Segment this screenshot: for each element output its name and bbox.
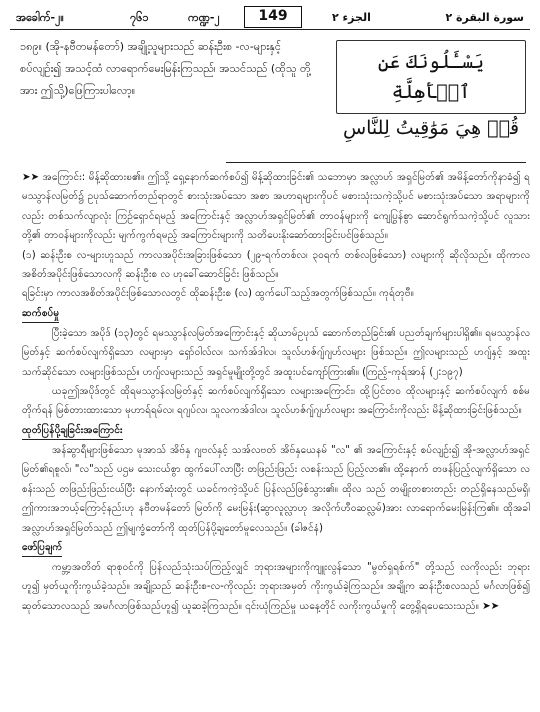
commentary-paragraph (22, 558, 530, 616)
section-number: ကဏ္ဍ-၂ (188, 11, 220, 24)
verse-translation: ၁၈၉။ (အို-နဗီတမန်တော်) အချို့သူများသည် ဆန်းဦးစ -လ-များနှင့် စပ်လျဉ်း၍ အသင့်ထံ လာရောက်မေးမြန်းကြသည်၊ အသင်သည် (ထိုသူ တို့အား ဤသို့)ဖြေကြားပါလော့။ (20, 40, 311, 97)
double-arrow-icon: ➤➤ (482, 600, 500, 612)
surah-label: سورة البقرة ٢ (445, 11, 524, 24)
page-number-box: 149 (244, 6, 302, 28)
divider-rule (226, 162, 526, 163)
commentary-paragraph: ပြီးခဲ့သော အပိုဒ် (၁၃)တွင် ရမဿွာန်လမြတ်အကြောင်းနှင့် ဆိုယာမ်ဥပုသ် ဆောက်တည်ခြင်း၏ ပညတ်ချက်များပါရှိ၏။ ရမဿွာန်လမြတ်နှင့် ဆက်စပ်လျက်ရှိသော လများမှာ ရှော်ဝါလ်လ၊ သက်အ်ဒါလ၊ သူလ်ဟဇ်ဂျ်ဂျဟ်လများ ဖြစ်သည်။ ဤလများသည် ဟဂျ်နှင့် အထူးသက်ဆိုင်သော လများဖြစ်သည်။ ဟဂျ်လများသည် အရှင်မူမျိုးတို့တွင် အထူးပင်ကျော်ကြား၏။ (ကြည့်-ကုရ်အာန် (၂:၁၉၇) (22, 327, 530, 378)
arabic-verse-box (336, 40, 526, 139)
page-header (10, 8, 530, 30)
commentary-paragraph (22, 168, 530, 246)
double-arrow-icon: ➤➤ (22, 172, 40, 183)
paragraph-text: ကမ္ဘာ့အတိတ် ရာစုဝင်ကို ပြန်လည်သုံးသပ်ကြည့်လျှင် ဘုရားအများကိုကျူးလွန်သော "မွတ်ရှရစ်က်" တို့သည် လကိုလည်း ဘုရားဟူ၍ မှတ်ယူကိုးကွယ်ခဲ့သည်။ အချို့သည် ဆန်းဦးစ-လ-ကိုလည်း ဘုရားအမှတ် ကိုးကွယ်ခဲ့ကြသည်။ အချို့က ဆန်းဦးစလသည် မင်္ဂလာဖြစ်၍ ဆုတ်သောလသည် အမင်္ဂလာဖြစ်သည်ဟူ၍ ယူဆခဲ့ကြသည်။ ၎င်းယုံကြည်မှု ယနေ့တိုင် လကိုးကွယ်မှုကို တွေ့ရှိရပေသေးသည်။ (22, 561, 530, 612)
arabic-verse-line-1: يَسْـَٔلُونَكَ عَنِ ٱلۡأَهِلَّةِ (377, 51, 485, 103)
page-number-burmese: ၇၆၁ (130, 11, 149, 24)
section-heading-revelation: ထုတ်ပြန်ပို့ချခြင်းအကြောင်း (22, 422, 123, 440)
commentary-body (22, 168, 530, 616)
commentary-paragraph: အန်ဆွာရီများဖြစ်သော မုအာသ် အိဗ်နှ ဂျဗလ်နှင့် သအ်လဗတ် အိဗ်နှယေနမ် "လ" ၏ အကြောင်းနှင့် စပ်လျဉ်း၍ အို-အလ္လာဟ်အရှင်မြတ်၏ရစူလ်၊ "လ"သည် ပဌမ သေးငယ်စွာ ထွက်ပေါ်လာပြီး တဖြည်းဖြည်း လစန်းသည် ပြည့်လာ၏။ ထို့နောက် တဖန်ပြည့်လျက်ရှိသော လစန်းသည် တဖြည်းဖြည်းငယ်ပြီး နောက်ဆုံးတွင် ယခင်ကကဲ့သို့ပင် ပြန်လည်ဖြစ်သွား၏။ ထိုလ သည် တမျိုးတစားတည်း တည်ရှိနေသည်မရှိ၊ ဤကားအဘယ့်ကြောင့်နည်းဟု နဗီတမန်တော် မြတ်ကို မေးမြန်း(ဆွာလူလ္လာဟု အလိုက်ဟီဝဆလ္လမ်)အား လာရောက်မေးမြန်းကြ၏။ ထိုအခါ အလ္လာဟ်အရှင်မြတ်သည် ဤမျက္ခံတော်ကို ထုတ်ပြန်ပို့ချတော်မူလေသည်။ (ခါဇင်နံ) (22, 444, 530, 534)
footnote: (၁) ဆန်းဦးစ လ-များဟူသည် ကာလအပိုင်းအခြားဖြစ်သော (၂၉-ရက်တစ်လ၊ ၃၀ရက် တစ်လဖြစ်သော) လများကို ဆိုလိုသည်။ ထိုကာလအစိတ်အပိုင်းဖြစ်သောလကို ဆန်းဦးစ လ ဟုခေါ်ဆောင်ခြင်း ဖြစ်သည်။ (22, 249, 530, 281)
commentary-paragraph: ယခုဤအပိုဒ်တွင် ထိုရမဿွာန်လမြတ်နှင့် ဆက်စပ်လျက်ရှိသော လများအကြောင်း၊ ထို့ပြင်တဝ ထိုလများနှင့် ဆက်စပ်လျက် စစ်မတိုက်ရန် မြစ်တားထားသော မုဟာရ်ရမ်လ၊ ရဂျပ်လ၊ သူလကအ်ဒါလ၊ သူလ်ဟဇ်ဂျ်ဂျဟ်လများ အကြောင်းကိုလည်း မိန့်ဆိုထားခြင်းဖြစ်သည်။ (22, 386, 530, 417)
footnote-continued: ရခြင်းမှာ ကာလအစိတ်အပိုင်းဖြစ်သောလတွင် ထိုဆန်းဦးစ (လ) ထွက်ပေါ်သည့်အတွက်ဖြစ်သည်။ ကုရ်တုဗီ။ (22, 288, 414, 300)
arabic-verse-line-2: قُلۡ هِيَ مَوَٰقِيتُ لِلنَّاسِ (342, 117, 520, 139)
paragraph-text: အကြောင်း: မိန့်ဆိုထားၿ၏။ ဤသို့ ရှေ့နောက်ဆက်စပ်၍ မိန့်ဆိုထားခြင်း၏ သဘောမှာ အလ္လာဟ် အရှင်မြတ်၏ အမိန့်တော်ကိုနာခံ၍ ရမဿွာန်လမြတ်၌ ဥပုသ်ဆောက်တည်ရာတွင် စားသုံးအပ်သော အစာ အဟာရများကိုပင် မစားသုံးသကဲ့သို့ပင် မစားသုံးအပ်သော အရာများကိုလည်း တစ်သက်လျာလုံး ကြဉ်ရှောင်ရမည့် အကြောင်းနှင့် အလ္လာဟ်အရှင်မြတ်၏ တာဝန်များကို ကျေပြွန်စွာ ဆောင်ရွက်သကဲ့သို့ပင် လူသားတို့၏ တာဝန်များကိုလည်း မျက်ကွက်ရမည့် အကြောင်းများကို သတိပေးနိုးဆော်ထားခြင်းပင်ဖြစ်သည်။ (22, 172, 530, 242)
part-number: အခေါက်-၂။ (16, 11, 64, 24)
section-heading-explanation: ဖော်ပြချက် (22, 539, 62, 557)
juz-label: الجزء ٢ (332, 11, 371, 24)
section-heading-connection: ဆက်စပ်မှု (22, 305, 59, 323)
